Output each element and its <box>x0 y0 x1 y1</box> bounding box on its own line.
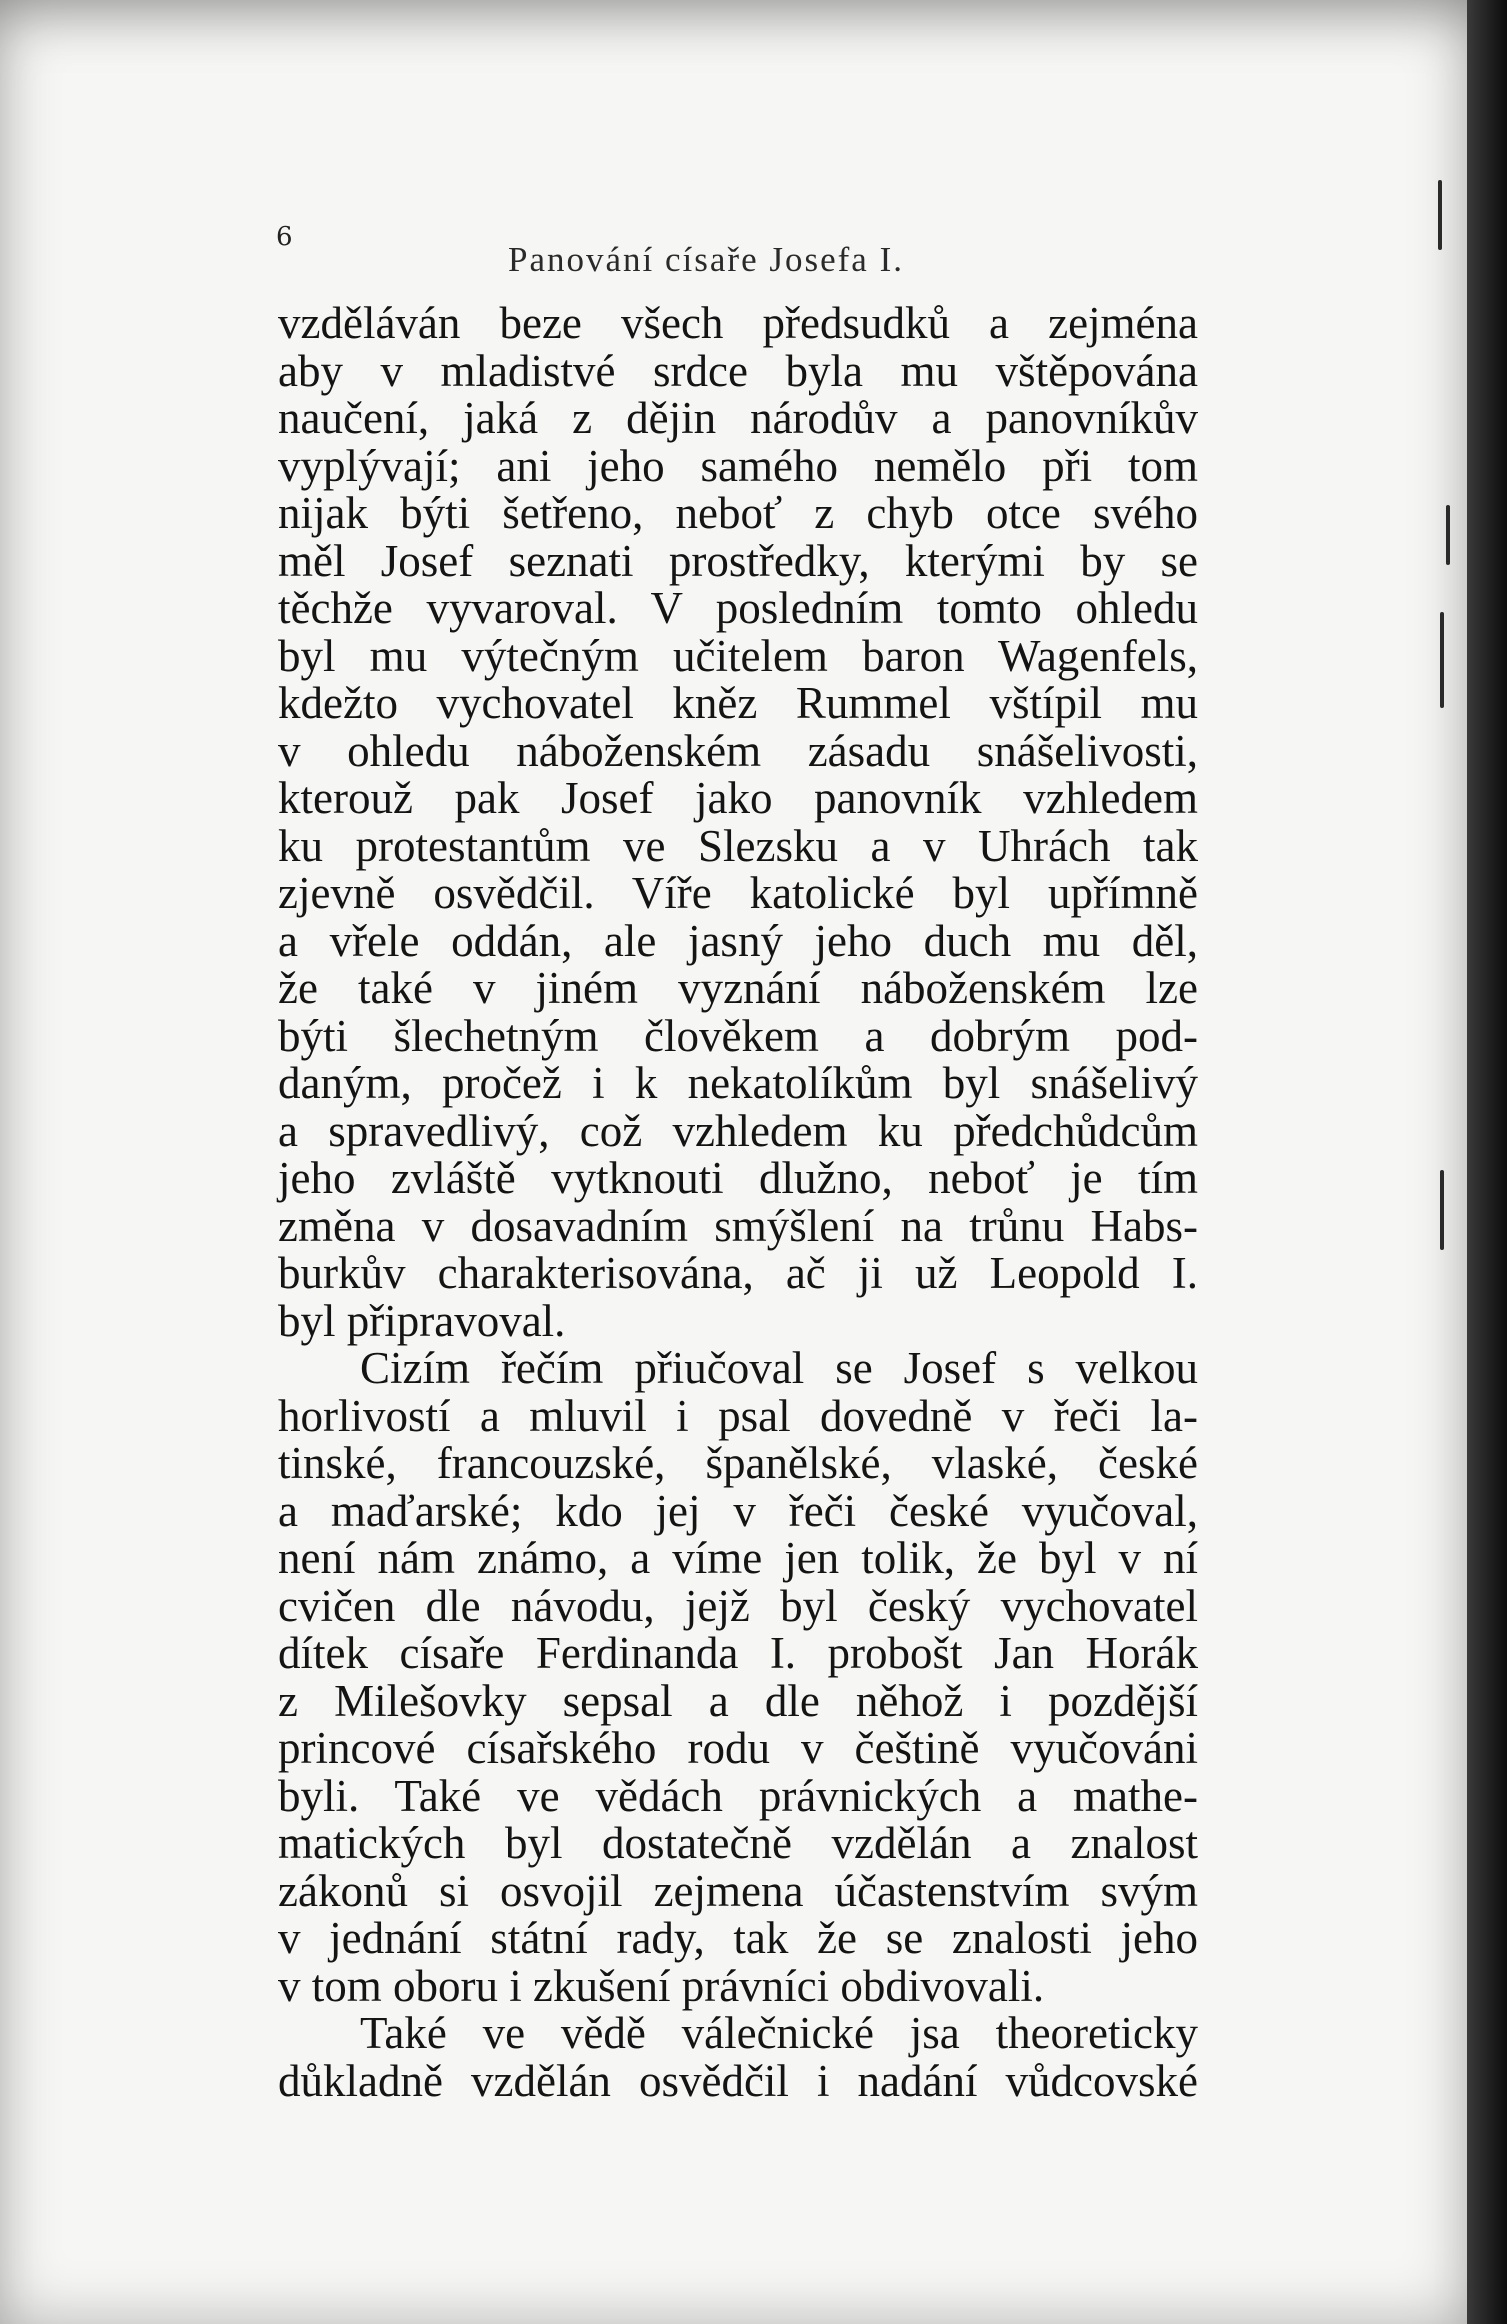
text-line: cvičen dle návodu, jejž byl český vychovatel <box>278 1580 1198 1631</box>
scan-artifact-mark <box>1440 612 1444 708</box>
text-line: kterouž pak Josef jako panovník vzhledem <box>278 773 1198 823</box>
scan-artifact-mark <box>1446 505 1450 565</box>
page-edge-shadow <box>1467 0 1507 2324</box>
page-number: 6 <box>276 222 293 252</box>
text-line: v ohledu náboženském zásadu snášelivosti, <box>278 725 1198 776</box>
text-line: naučení, jaká z dějin národův a panovníkův <box>278 393 1198 443</box>
text-line: byl připravoval. <box>278 1295 566 1346</box>
text-line: kdežto vychovatel kněz Rummel vštípil mu <box>278 678 1198 728</box>
text-line: změna v dosavadním smýšlení na trůnu Habs- <box>278 1200 1198 1251</box>
text-line: zjevně osvědčil. Víře katolické byl upřímně <box>278 868 1198 918</box>
text-line: aby v mladistvé srdce byla mu vštěpována <box>278 345 1198 396</box>
scan-artifact-mark <box>1438 180 1442 250</box>
text-line: v jednání státní rady, tak že se znalosti jeho <box>278 1913 1198 1963</box>
text-line: Také ve vědě válečnické jsa theoreticky <box>360 2008 1198 2058</box>
running-title: Panování císaře Josefa I. <box>508 240 904 279</box>
text-line: matických byl dostatečně vzdělán a znalost <box>278 1818 1198 1868</box>
text-line: byl mu výtečným učitelem baron Wagenfels, <box>278 630 1198 681</box>
text-line: daným, pročež i k nekatolíkům byl snášelivý <box>278 1058 1198 1108</box>
text-line: Cizím řečím přiučoval se Josef s velkou <box>360 1343 1198 1393</box>
text-line: princové císařského rodu v češtině vyučováni <box>278 1723 1198 1773</box>
text-line: a spravedlivý, což vzhledem ku předchůdcům <box>278 1105 1198 1156</box>
text-line: z Milešovky sepsal a dle něhož i pozdější <box>278 1675 1198 1726</box>
scan-artifact-mark <box>1440 1170 1444 1250</box>
text-line: burkův charakterisována, ač ji už Leopold I. <box>278 1248 1198 1298</box>
text-line: důkladně vzdělán osvědčil i nadání vůdcovské <box>278 2055 1198 2106</box>
text-line: nijak býti šetřeno, neboť z chyb otce svého <box>278 488 1198 538</box>
text-line: vyplývají; ani jeho samého nemělo při tom <box>278 440 1198 491</box>
text-line: býti šlechetným člověkem a dobrým pod- <box>278 1010 1198 1061</box>
text-line: není nám známo, a víme jen tolik, že byl v ní <box>278 1533 1198 1583</box>
text-line: těchže vyvaroval. V posledním tomto ohledu <box>278 583 1198 633</box>
text-line: tinské, francouzské, španělské, vlaské, české <box>278 1438 1198 1488</box>
text-line: jeho zvláště vytknouti dlužno, neboť je tím <box>278 1153 1198 1203</box>
text-line: dítek císaře Ferdinanda I. probošt Jan Horák <box>278 1628 1198 1678</box>
text-line: zákonů si osvojil zejmena účastenstvím svým <box>278 1865 1198 1916</box>
body-text <box>278 300 1198 2105</box>
text-line: měl Josef seznati prostředky, kterými by se <box>278 535 1198 586</box>
text-line: a vřele oddán, ale jasný jeho duch mu děl, <box>278 915 1198 966</box>
text-line: byli. Také ve vědách právnických a mathe- <box>278 1770 1198 1821</box>
text-line: v tom oboru i zkušení právníci obdivovali. <box>278 1960 1045 2011</box>
text-line: že také v jiném vyznání náboženském lze <box>278 963 1198 1013</box>
text-line: horlivostí a mluvil i psal dovedně v řeči la- <box>278 1390 1198 1441</box>
text-line: a maďarské; kdo jej v řeči české vyučoval, <box>278 1485 1198 1536</box>
text-line: vzděláván beze všech předsudků a zejména <box>278 298 1198 348</box>
text-line: ku protestantům ve Slezsku a v Uhrách tak <box>278 820 1198 871</box>
